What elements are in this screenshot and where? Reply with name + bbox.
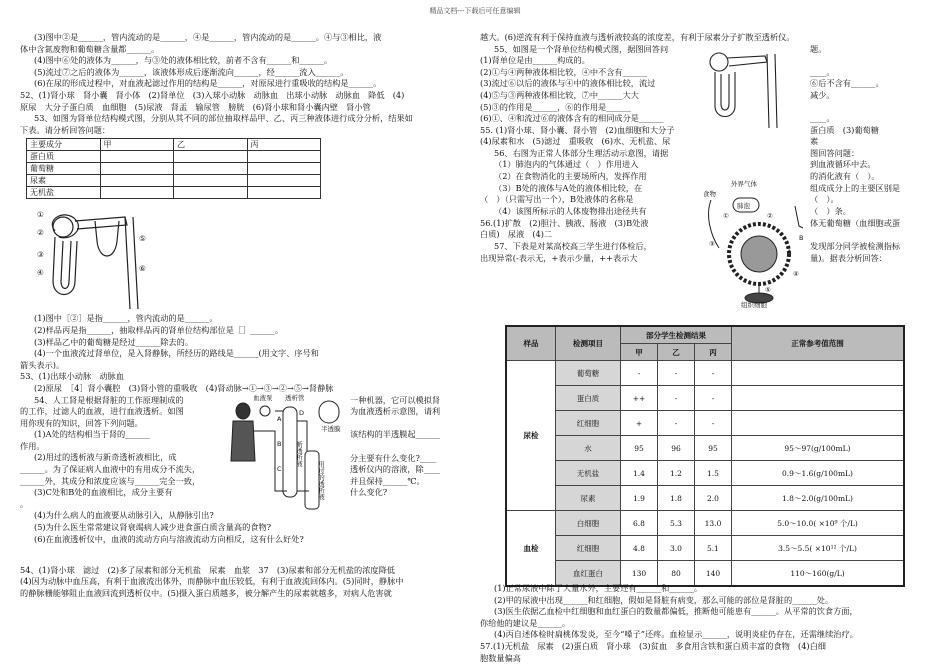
- q55-right: 减少。: [810, 89, 835, 100]
- a55-right: 素: [810, 136, 819, 147]
- table-cell: 尿素: [27, 175, 101, 187]
- table-cell: 正常参考值范围: [732, 326, 905, 361]
- table-cell: 0.9～1.6(g/100mL): [732, 461, 905, 486]
- fig-label: A: [277, 414, 282, 423]
- table-cell: 2.0: [695, 486, 732, 511]
- q52-line: (5)流过⑦之后的液体为______，该液体形成后逐渐流向______，经______流入______。: [34, 66, 349, 77]
- table-cell: -: [658, 386, 695, 411]
- fig-label: ③: [709, 240, 715, 248]
- table-cell: 5.0～10.0( ×10⁹ 个/L): [732, 511, 905, 536]
- q57-line: (2)甲的尿液中出现______和红细胞，假如是肾脏有病变，那么可能的部位是肾脏的______处。: [494, 594, 834, 605]
- fig-label: 肺泡: [737, 202, 750, 210]
- q54-line: (5)为什么医生常常建议肾衰竭病人减少进食蛋白质含量高的食物?: [34, 522, 272, 533]
- q55-line: (3)流过⑥以后的液体与④中的液体相比较，流过: [480, 78, 656, 89]
- table-row: [27, 139, 321, 151]
- a53-line: (2)原尿 ［4］肾小囊腔 (3)肾小管的重吸收 (4)肾动脉→①→③→②→⑤→肾静脉: [34, 382, 334, 393]
- q56-right: （ ）条。: [810, 205, 851, 216]
- table-cell: 4.8: [621, 536, 658, 561]
- a55-line: 55. (1)肾小球、肾小囊、肾小管 (2)血细胞和大分子: [480, 124, 675, 135]
- a54-line: (4)因为动脉中血压高，有利于血液流出体外，而静脉中血压较低，有利于血液流回体内。(5)同时，静脉中: [20, 576, 404, 587]
- q54-line: 作用。: [20, 440, 45, 451]
- q57-line: (1)正常尿液中除了大量水外，主要还有______和______。: [494, 583, 703, 593]
- fig-label: ④: [37, 268, 44, 278]
- table-cell: [732, 361, 905, 386]
- table-cell: 1.2: [658, 461, 695, 486]
- table-row: [27, 187, 321, 199]
- top-line: 越大。(6)逆流有利于保持血液与透析液较高的浓度差，有利于尿素分子扩散至透析仪。: [480, 32, 795, 42]
- table-cell: 96: [658, 436, 695, 461]
- table-cell: [732, 386, 905, 411]
- fig-label: C: [277, 464, 282, 473]
- fig-label: ②: [37, 228, 44, 238]
- a55-right: 蛋白质 (3)葡萄糖: [810, 124, 879, 135]
- fig-label: 外界气体: [731, 180, 757, 188]
- q54-right: 透析仪内的溶液，除____: [350, 464, 441, 475]
- q54-line: ______。为了保证病人血液中的有用成分不流失，: [20, 464, 201, 475]
- table-cell: 5.3: [658, 511, 695, 536]
- table-cell: 95～97(g/100mL): [732, 436, 905, 461]
- fig-label: ①: [723, 212, 729, 220]
- nephron-figure-55: [705, 44, 785, 128]
- a53-line: 53、(1)出球小动脉 动脉血: [20, 371, 124, 382]
- table-cell: 3.5～5.5( ×10¹² 个/L): [732, 536, 905, 561]
- q54-line: (1)A处的结构相当于肾的______: [34, 429, 150, 440]
- a56-right: 体无葡萄糖（血细胞或蛋: [810, 217, 901, 228]
- table-cell: 130: [621, 561, 658, 587]
- table-cell: 部分学生检测结果: [621, 326, 732, 344]
- a55-block: [480, 125, 932, 148]
- fig-label: B: [277, 439, 282, 448]
- a57-line: 57.(1)无机盐 尿素 (2)蛋白质 肾小球 (3)贫血 多食用含铁和蛋白质丰富的食物 (4)白细: [480, 640, 826, 651]
- q54-block: [20, 395, 468, 565]
- table-cell: 乙: [174, 139, 248, 151]
- a52-line: 52、(1)肾小球 肾小囊 肾小体 (2)肾单位 (3)入球小动脉 动脉血 出球小动脉 动脉血 降低 (4): [20, 89, 405, 100]
- fig-label: 组织细胞: [741, 301, 767, 308]
- a52-line: 原尿 大分子蛋白质 血细胞 (5)尿液 肾盂 输尿管 膀胱 (6)肾小球和肾小囊内壁 肾小管: [20, 101, 371, 112]
- table-cell: -: [695, 361, 732, 386]
- q54-line: (4)为什么病人的血液要从动脉引入，从静脉引出?: [34, 510, 214, 521]
- table-cell: 白细胞: [556, 511, 621, 536]
- nephron-diagram: [35, 201, 155, 313]
- q54-right: 为血液透析示意图，请利: [350, 406, 441, 417]
- table-row: [506, 386, 904, 411]
- table-row: [506, 411, 904, 436]
- table-cell: -: [621, 361, 658, 386]
- fig-label: ⑤: [765, 286, 771, 294]
- table-cell: 样品: [506, 326, 556, 361]
- table-row: [506, 486, 904, 511]
- q55-line: (1)肾单位是由______构成的。: [480, 55, 590, 66]
- table-cell: 葡萄糖: [556, 361, 621, 386]
- table-cell: 检测项目: [556, 326, 621, 361]
- table-cell: 110～160(g/L): [732, 561, 905, 587]
- table-row: [506, 461, 904, 486]
- fig-label: 血液泵: [253, 393, 273, 402]
- table-cell: 血检: [506, 511, 556, 587]
- q54-line: ______外，其成分和浓度应该与______完全一致，: [20, 475, 201, 486]
- table-row: [27, 163, 321, 175]
- table-cell: 血红蛋白: [556, 561, 621, 587]
- table-cell: 140: [695, 561, 732, 587]
- table-row: [506, 536, 904, 561]
- table-cell: 蛋白质: [27, 151, 101, 163]
- q57-questions: [480, 583, 932, 664]
- q55-line: (2)①与④两种液体相比较，④中不含有______: [480, 66, 648, 77]
- q55-right: ____。: [810, 113, 835, 124]
- fig-label: 食物: [703, 190, 716, 198]
- a56-line: 白质) 尿液 (4)二: [480, 229, 553, 240]
- q53-line: (4)一个血液流过肾单位，是入肾静脉，所经历的路线是______(用文字、序号和: [34, 348, 319, 359]
- q55-block: [480, 44, 932, 125]
- q53-line: 箭头表示)。: [20, 359, 65, 370]
- left-column: [20, 32, 468, 599]
- table-cell: -: [658, 361, 695, 386]
- table-cell: 1.5: [695, 461, 732, 486]
- table-cell: 无机盐: [27, 187, 101, 199]
- q54-right: 分主要有什么变化?____: [350, 452, 437, 463]
- table-cell: -: [658, 411, 695, 436]
- table-cell: 1.8～2.0(g/100mL): [732, 486, 905, 511]
- table-cell: 甲: [100, 139, 174, 151]
- q55-line: (5)③的作用是______，⑥的作用是______: [480, 101, 631, 112]
- q56-right: （ ）。: [810, 194, 839, 205]
- table-cell: 水: [556, 436, 621, 461]
- q56-right: 的消化液有（ ）。: [810, 170, 880, 181]
- nephron-figure-53: [35, 201, 155, 313]
- table-cell: -: [695, 411, 732, 436]
- fig-label: A: [787, 248, 792, 256]
- table-cell: 主要成分: [27, 139, 101, 151]
- fig-label: ②: [767, 212, 773, 220]
- q56-line: （3）B处的液体与A处的液体相比较，在: [494, 182, 643, 193]
- table-cell: 5.1: [695, 536, 732, 561]
- q55-right: ____。: [810, 66, 835, 77]
- table-cell: ++: [621, 386, 658, 411]
- table-cell: 1.8: [658, 486, 695, 511]
- q56-line: （2）在食物消化的主要场所内，发挥作用: [494, 170, 647, 181]
- table-cell: [732, 411, 905, 436]
- q57-line: (3)医生依据乙血检中红细胞和血红蛋白的数量都偏低，推断他可能患有______。从平常的饮食方面，: [494, 606, 858, 617]
- page-header: 精品文档---下载后可任意编辑: [429, 7, 521, 15]
- table-row: [506, 326, 904, 344]
- table-cell: 尿素: [556, 486, 621, 511]
- a56-line: 56.(1)扩散 (2)胆汁、胰液、肠液 (3)B处液: [480, 217, 649, 228]
- table-row: [27, 175, 321, 187]
- q56-right: 到血液循环中去。: [810, 159, 876, 170]
- fig-label: ③: [37, 250, 44, 260]
- q54-line: 。: [20, 498, 29, 509]
- q56-right: 组成成分上的主要区别是: [810, 182, 901, 193]
- fig-label: ④: [793, 270, 799, 278]
- q54-line: (6)在血液透析仪中，血液的流动方向与溶液流动方向相反，这有什么好处?: [34, 533, 304, 544]
- table-cell: 6.8: [621, 511, 658, 536]
- fig-label: 新透析液: [295, 440, 303, 467]
- table-cell: 蛋白质: [556, 386, 621, 411]
- a54-line: 54、(1)肾小球 滤过 (2)多了尿素和部分无机盐 尿素 血浆 37 (3)尿素和部分无机盐的浓度降低: [20, 564, 395, 575]
- q54-right: 什么变化?: [350, 487, 388, 498]
- table-cell: 3.0: [658, 536, 695, 561]
- fig-label: ⑥: [139, 264, 146, 274]
- q57-right: 发现部分同学被检测指标: [810, 240, 901, 251]
- q54-right: 并且保持______℃。: [350, 475, 425, 486]
- q54-right: 一种机器，它可以模拟肾: [350, 394, 441, 405]
- fig-label: 半透膜: [321, 424, 341, 433]
- q55-line: (4)⑤与③两种液体相比较，⑦中______大大: [480, 89, 639, 100]
- q57-line: (4)丙自述体检时扁桃体发炎，至今“嗓子”还疼。血检显示______，说明炎症仍存在，还需继续治疗。: [494, 629, 858, 640]
- fig-label: D: [299, 408, 305, 417]
- table-cell: 1.9: [621, 486, 658, 511]
- q54-right: 该结构的半透膜起______: [350, 429, 441, 440]
- q55-right: 题。: [810, 43, 827, 54]
- table-53: [26, 138, 321, 199]
- q54-intro: 用你现有的知识，回答下列问题。: [20, 417, 143, 428]
- q54-line: (2)用过的透析液与新奇透析液相比，成: [34, 452, 177, 463]
- a54-line: 的静脉栅能够阻止血液回流到透析仪中。(5)摄入蛋白质越多，被分解产生的尿素就越多，对病人危害就: [20, 587, 392, 598]
- table-cell: +: [621, 411, 658, 436]
- q57-line: 你给他的建议是______。: [480, 617, 571, 628]
- table-cell: 13.0: [695, 511, 732, 536]
- q53-line: (2)样品丙是指______，抽取样品丙的肾单位结构部位是［］______。: [34, 324, 284, 335]
- q56-line: 56、右图为正常人体部分生理活动示意图，请据: [494, 147, 669, 158]
- a55-line: (4)尿素和水 (5)滤过 重吸收 (6)水、无机盐、尿: [480, 136, 671, 147]
- q57-line: 57、下表是对某高校高三学生进行体检后，: [494, 240, 652, 251]
- fig-label: B: [799, 234, 804, 242]
- table-cell: 红细胞: [556, 411, 621, 436]
- q56-right: 图回答问题：: [810, 147, 860, 158]
- table-cell: 红细胞: [556, 536, 621, 561]
- a57-line: 胞数量偏高: [480, 652, 521, 663]
- table-row: [506, 361, 904, 386]
- q57-line: 出现异常(-表示无，+表示少量，++表示大: [480, 252, 638, 263]
- table-cell: 葡萄糖: [27, 163, 101, 175]
- table-cell: 无机盐: [556, 461, 621, 486]
- q56-line: （4）该图所标示的人体废物排出途径共有: [494, 205, 647, 216]
- q56-line: （ ）（只需写出一个），B处液体的名称是: [480, 194, 634, 205]
- q53-intro: 53、如图为肾单位结构模式图，分别从其不同的部位抽取样品甲、乙、丙三种液体进行成分分析，结果如: [34, 113, 413, 124]
- table-cell: -: [695, 386, 732, 411]
- q53-intro: 下表。请分析回答问题：: [20, 124, 111, 135]
- fig-label: 用过的透析液: [317, 460, 325, 500]
- q54-intro: 54、人工肾是根据肾脏的工作原理制成的: [34, 394, 184, 405]
- q53-line: (3)样品乙中的葡萄糖是经过______除去的。: [34, 336, 193, 347]
- q56-line: （1）肺泡内的气体通过（ ）作用进入: [494, 159, 639, 170]
- table-cell: 乙: [658, 344, 695, 361]
- table-57: [505, 325, 905, 587]
- q57-right: 量)。据表分析回答：: [810, 252, 887, 263]
- table-cell: 95: [695, 436, 732, 461]
- q55-line: (6)①、④和流过⑥的液体含有的相同成分是______: [480, 113, 664, 124]
- circulation-figure-56: [703, 176, 808, 308]
- fig-label: ①: [37, 210, 44, 220]
- q53-line: (1)图中［②］是指______，管内流动的是______。: [34, 313, 218, 324]
- table-cell: 丙: [247, 139, 321, 151]
- fig-label: 透析管: [285, 393, 305, 402]
- q52-line: 体中含氮废物和葡萄糖含量都______。: [20, 43, 160, 54]
- q55-line: 55、如图是一个肾单位结构模式图，据图回答问: [494, 43, 669, 54]
- q52-line: (3)图中②是______，管内流动的是______，④是______，管内流动的是______。④与③相比，液: [34, 32, 382, 42]
- table-cell: 1.4: [621, 461, 658, 486]
- table-cell: 尿检: [506, 361, 556, 511]
- table-cell: 80: [658, 561, 695, 587]
- q52-line: (4)图中⑥处的液体为______，与③处的液体相比较，前者不含有______和______。: [34, 55, 333, 66]
- q52-line: (6)在尿的形成过程中，对血液起滤过作用的结构是______，对原尿进行重吸收的结构是______。: [34, 78, 382, 89]
- table-cell: 甲: [621, 344, 658, 361]
- fig-label: ⑤: [139, 234, 146, 244]
- table-row: [506, 436, 904, 461]
- table-row: [506, 511, 904, 536]
- table-cell: 95: [621, 436, 658, 461]
- table-cell: 丙: [695, 344, 732, 361]
- q54-line: (3)C处和B处的血液相比，成分主要有: [34, 487, 173, 498]
- q55-right: ⑥后不含有______。: [810, 78, 884, 89]
- table-row: [27, 151, 321, 163]
- dialysis-figure: [225, 391, 347, 519]
- q54-intro: 的工作，过滤人的血液，进行血液透析。如图: [20, 406, 184, 417]
